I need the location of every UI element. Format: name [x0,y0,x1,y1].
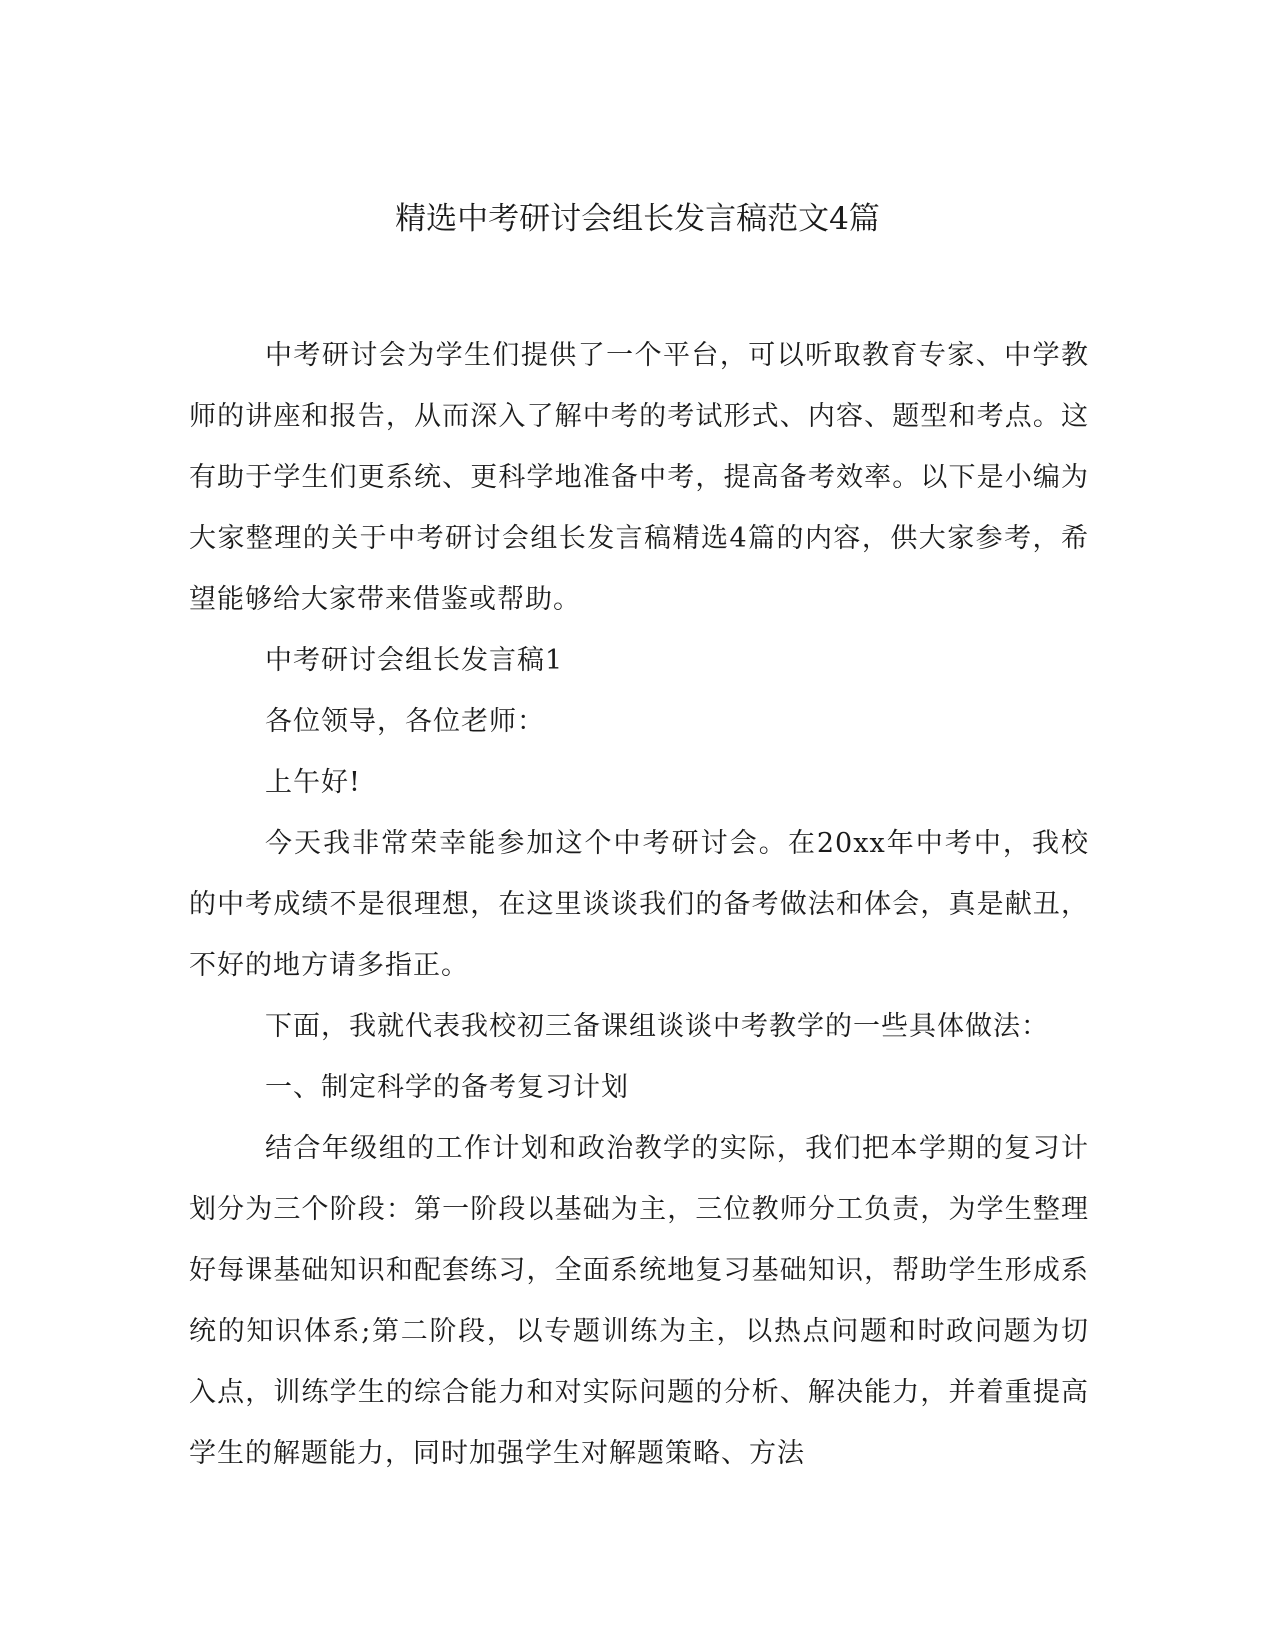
subsection-heading: 一、制定科学的备考复习计划 [265,1072,629,1103]
body-paragraph: 今天我非常荣幸能参加这个中考研讨会。在20xx年中考中，我校的中考成绩不是很理想，在这里谈谈我们的备考做法和体会，真是献丑，不好的地方请多指正。 [189,828,1089,981]
salutation: 各位领导，各位老师： [265,706,545,737]
intro-paragraph: 中考研讨会为学生们提供了一个平台，可以听取教育专家、中学教师的讲座和报告，从而深入了解中考的考试形式、内容、题型和考点。这有助于学生们更系统、更科学地准备中考，提高备考效率。以下是小编为大家整理的关于中考研讨会组长发言稿精选4篇的内容，供大家参考，希望能够给大家带来借鉴或帮助。 [189,340,1089,615]
body-paragraph: 结合年级组的工作计划和政治教学的实际，我们把本学期的复习计划分为三个阶段：第一阶段以基础为主，三位教师分工负责，为学生整理好每课基础知识和配套练习，全面系统地复习基础知识，帮助学生形成系统的知识体系;第二阶段，以专题训练为主，以热点问题和时政问题为切入点，训练学生的综合能力和对实际问题的分析、解决能力，并着重提高学生的解题能力，同时加强学生对解题策略、方法 [189,1133,1089,1469]
section-heading: 中考研讨会组长发言稿1 [265,645,564,676]
document-title: 精选中考研讨会组长发言稿范文4篇 [395,201,880,237]
document-body [189,325,1089,1484]
greeting: 上午好! [265,767,361,798]
body-paragraph: 下面，我就代表我校初三备课组谈谈中考教学的一些具体做法： [265,1011,1049,1042]
